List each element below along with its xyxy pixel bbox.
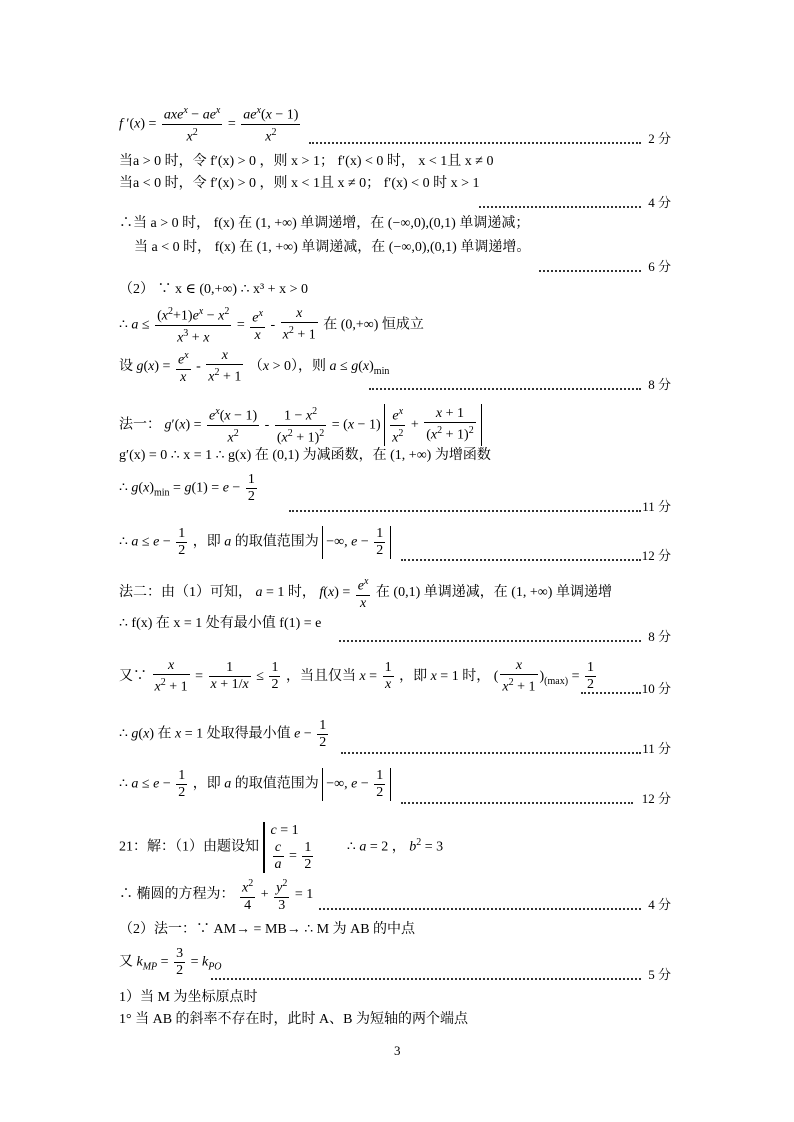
score-line: 12 分: [119, 790, 671, 808]
score-line: 12 分: [119, 547, 671, 565]
text-line: ∴ f(x) 在 x = 1 处有最小值 f(1) = e: [119, 616, 322, 631]
score-line: 2 分: [119, 130, 671, 148]
range-line-2: ∴ a ≤ e − $\frac{1}{2}$ ，即 a 的取值范围为 −∞, e − $\frac{1}{2}$: [119, 768, 391, 801]
text-line: ∴当 a > 0 时， f(x) 在 (1, +∞) 单调递增，在 (−∞,0),(0,1) 单调递减；: [119, 216, 530, 231]
gmin-value-line: ∴ g(x) 在 x = 1 处取得最小值 e − $\frac{1}{2}$: [119, 718, 327, 750]
range-line: ∴ a ≤ e − $\frac{1}{2}$ ，即 a 的取值范围为 −∞, e − $\frac{1}{2}$: [119, 526, 391, 559]
text-line: （2）法一：∵ AM→ = MB→ ∴ M 为 AB 的中点: [119, 922, 416, 937]
score-line: 8 分: [119, 376, 671, 394]
inequality-line: ∴ a ≤ $\frac{(x^2+1)e^x - x^2}{x^3 + x}$ = $\frac{e^x}{x}$ - $\frac{x}{x^2 + 1}$ 在 (0,+∞) 恒成立: [119, 306, 424, 346]
text-line: 1）当 M 为坐标原点时: [119, 990, 258, 1005]
define-g-line: 设 g(x) = $\frac{e^x}{x}$ - $\frac{x}{x^2 + 1}$ （x > 0），则 $a \le g(x)_{min}$: [119, 348, 390, 385]
problem21-line: 21：解：（1）由题设知 c = 1 $\frac{c}{a}$ = $\frac{1}{2}$ ∴ a = 2 ， $b^2 = 3$: [119, 823, 444, 872]
score-line: 4 分: [119, 896, 671, 914]
score-line: 11 分: [119, 740, 671, 758]
text-line: 1° 当 AB 的斜率不存在时，此时 A、B 为短轴的两个端点: [119, 1012, 468, 1027]
slope-line: 又 $k_{MP}$ = $\frac{3}{2}$ = $k_{PO}$: [119, 946, 222, 978]
text-line: （2） ∵ x ∈ (0,+∞) ∴ x³ + x > 0: [119, 282, 308, 297]
method1-derivative-line: 法一： g′(x) = $\frac{e^x(x - 1)}{x^2}$ - $\frac{1 - x^2}{(x^2 + 1)^2}$ = (x − 1) $\frac{e^x}{x^2}$ + $\frac{x + 1}{(x^2 + 1)^2}$: [119, 404, 482, 446]
method2-line: 法二：由（1）可知， a = 1 时， f(x) = $\frac{e^x}{x}$ 在 (0,1) 单调递减，在 (1, +∞) 单调递增: [119, 576, 612, 611]
text-line: 当 a < 0 时， f(x) 在 (1, +∞) 单调递减，在 (−∞,0),(0,1) 单调递增。: [134, 240, 531, 255]
text-line: 当a < 0 时，令 f′(x) > 0 ，则 x < 1且 x ≠ 0； f′(x) < 0 时 x > 1: [119, 176, 480, 191]
score-line: 10 分: [119, 680, 671, 698]
score-line: 11 分: [119, 498, 671, 516]
text-line: g′(x) = 0 ∴ x = 1 ∴ g(x) 在 (0,1) 为减函数，在 (1, +∞) 为增函数: [119, 448, 491, 463]
score-line: 8 分: [119, 628, 671, 646]
derivative-line: f ′(x) = $\frac{axe^x - ae^x}{x^2}$ = $\frac{ae^x(x - 1)}{x^2}$: [119, 105, 299, 145]
ellipse-line: ∴ 椭圆的方程为： $\frac{x^2}{4}$ + $\frac{y^2}{3}$ = 1: [119, 878, 314, 913]
gmin-line: ∴ $g(x)_{min} = g(1) = e$ − $\frac{1}{2}$: [119, 472, 255, 504]
inequality-max-line: 又∵ $\frac{x}{x^2 + 1}$ = $\frac{1}{x + 1/x}$ ≤ $\frac{1}{2}$ ，当且仅当 x = $\frac{1}{x}$ ，即 x = 1 时， ( $\frac{x}{x^2 + 1}$ )$_{(max)}$ = $\frac{1}{2}$: [119, 658, 594, 695]
text-line: 当a > 0 时，令 f′(x) > 0 ，则 x > 1； f′(x) < 0 时， x < 1且 x ≠ 0: [119, 154, 494, 169]
score-line: 4 分: [119, 194, 671, 212]
score-line: 5 分: [119, 966, 671, 984]
page-number: 3: [394, 1043, 401, 1058]
score-line: 6 分: [119, 258, 671, 276]
